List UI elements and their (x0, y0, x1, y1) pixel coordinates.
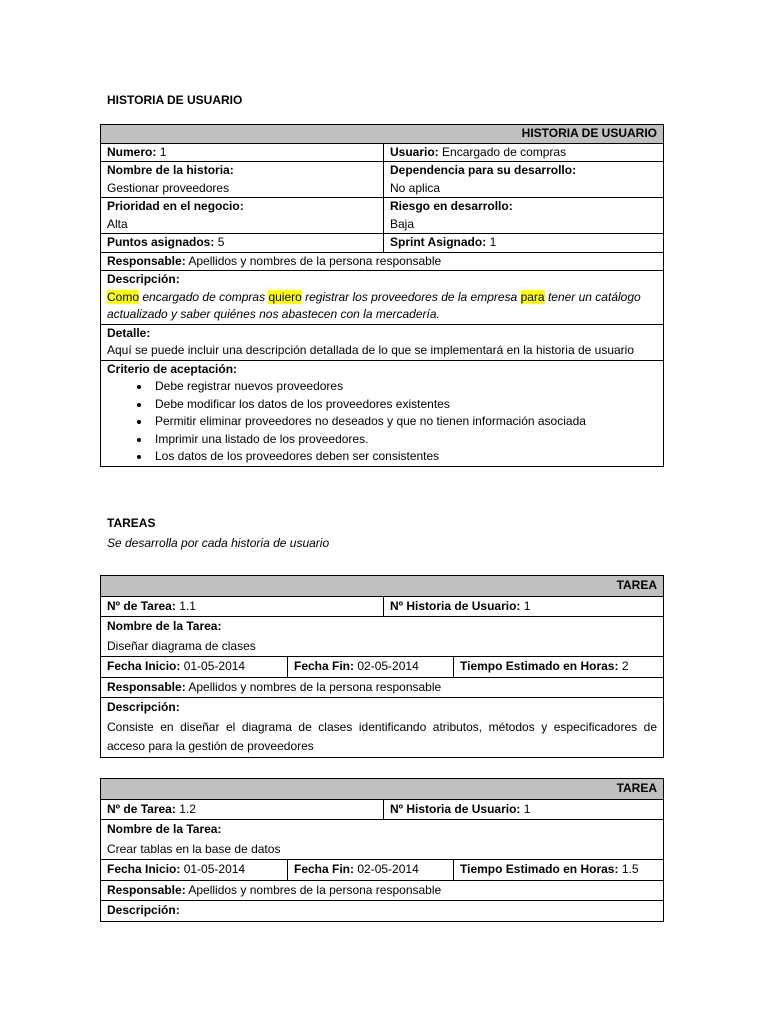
table-row (101, 677, 664, 698)
usuario-cell (384, 143, 664, 162)
task-header-row (101, 576, 664, 597)
numero-cell (101, 143, 384, 162)
table-row (101, 234, 664, 253)
dependencia-value: No aplica (390, 180, 441, 195)
table-row (101, 820, 664, 860)
task-fin-cell (288, 860, 454, 881)
task-responsable-value: Apellidos y nombres de la persona responsable (188, 679, 442, 694)
dependencia-cell (384, 162, 664, 198)
task-tiempo-cell (454, 657, 664, 678)
table-row (101, 198, 664, 234)
task-inicio-label: Fecha Inicio: (107, 862, 181, 876)
task-inicio-value: 01-05-2014 (183, 862, 246, 876)
task-fin-label: Fecha Fin: (294, 659, 355, 673)
task-num-label: Nº de Tarea: (107, 801, 176, 816)
responsable-value: Apellidos y nombres de la persona responsable (188, 253, 442, 268)
task-fin-cell (288, 657, 454, 678)
task-num-value: 1.2 (179, 801, 196, 816)
task-responsable-cell (101, 677, 664, 698)
riesgo-label: Riesgo en desarrollo: (390, 199, 513, 213)
nombre-label: Nombre de la historia: (107, 163, 234, 177)
task-descripcion-label: Descripción: (107, 700, 180, 714)
task-responsable-value: Apellidos y nombres de la persona responsable (188, 882, 442, 897)
task-nombre-value: Diseñar diagrama de clases (107, 638, 256, 653)
list-item: • Los datos de los proveedores deben ser consistentes (151, 448, 657, 466)
prioridad-value: Alta (107, 216, 128, 231)
table-row (101, 252, 664, 271)
task-header: TAREA (101, 576, 664, 597)
task-table-1 (100, 575, 664, 758)
task-num-cell (101, 596, 384, 617)
criterio-cell (101, 360, 664, 466)
table-row (101, 360, 664, 466)
list-item: • Debe registrar nuevos proveedores (151, 378, 657, 396)
puntos-cell (101, 234, 384, 253)
descripcion-part-2: registrar los proveedores de la empresa (301, 289, 521, 304)
task-inicio-label: Fecha Inicio: (107, 659, 181, 673)
puntos-value: 5 (217, 235, 225, 249)
descripcion-text (107, 290, 641, 322)
table-row (101, 901, 664, 922)
task-hist-value: 1 (523, 801, 531, 816)
task-tiempo-cell (454, 860, 664, 881)
task-hist-label: Nº Historia de Usuario: (390, 598, 521, 613)
detalle-cell (101, 324, 664, 360)
descripcion-label: Descripción: (107, 272, 180, 286)
page-title: HISTORIA DE USUARIO (107, 93, 243, 107)
detalle-value: Aquí se puede incluir una descripción detallada de lo que se implementará en la historia de usuario (107, 343, 634, 357)
task-descripcion-value: Consiste en diseñar el diagrama de clases identificando atributos, métodos y especificadores de acceso para la gestión de proveedores (107, 719, 658, 753)
sprint-cell (384, 234, 664, 253)
task-num-label: Nº de Tarea: (107, 598, 176, 613)
list-item: • Permitir eliminar proveedores no deseados y que no tienen información asociada (151, 413, 657, 431)
descripcion-part-1: encargado de compras (139, 289, 269, 304)
responsable-cell (101, 252, 664, 271)
table-row (101, 271, 664, 325)
sprint-label: Sprint Asignado: (390, 235, 487, 249)
task-fin-label: Fecha Fin: (294, 862, 355, 876)
task-hist-label: Nº Historia de Usuario: (390, 801, 521, 816)
task-descripcion-cell (101, 698, 664, 758)
table-row (101, 143, 664, 162)
task-responsable-label: Responsable: (107, 882, 186, 897)
task-header-row (101, 779, 664, 800)
task-tiempo-value: 1.5 (621, 862, 639, 876)
list-item: • Debe modificar los datos de los proveedores existentes (151, 396, 657, 414)
numero-value: 1 (159, 144, 167, 159)
task-num-value: 1.1 (179, 598, 196, 613)
sprint-value: 1 (489, 235, 497, 249)
task-nombre-value: Crear tablas en la base de datos (107, 841, 281, 856)
task-responsable-cell (101, 880, 664, 901)
nombre-cell (101, 162, 384, 198)
task-hist-cell (384, 799, 664, 820)
highlight-quiero: quiero (268, 289, 302, 304)
task-num-cell (101, 799, 384, 820)
highlight-como: Como (107, 289, 140, 304)
table-row (101, 324, 664, 360)
prioridad-label: Prioridad en el negocio: (107, 199, 244, 213)
tareas-subtitle: Se desarrolla por cada historia de usuario (107, 536, 330, 550)
list-item: • Imprimir una listado de los proveedores. (151, 431, 657, 449)
descripcion-cell (101, 271, 664, 325)
dependencia-label: Dependencia para su desarrollo: (390, 163, 577, 177)
table-row (101, 880, 664, 901)
table-row (101, 617, 664, 657)
table-row (101, 860, 664, 881)
task-nombre-label: Nombre de la Tarea: (107, 619, 222, 633)
task-nombre-cell (101, 820, 664, 860)
usuario-label: Usuario: (390, 144, 439, 159)
task-fin-value: 02-05-2014 (357, 862, 419, 876)
task-inicio-cell (101, 860, 288, 881)
task-hist-value: 1 (523, 598, 531, 613)
task-tiempo-value: 2 (621, 659, 629, 673)
table-row (101, 799, 664, 820)
detalle-label: Detalle: (107, 325, 151, 340)
table-row (101, 698, 664, 758)
task-descripcion-cell (101, 901, 664, 922)
task-nombre-label: Nombre de la Tarea: (107, 822, 222, 836)
task-table-2 (100, 778, 664, 922)
task-responsable-label: Responsable: (107, 679, 186, 694)
task-descripcion-label: Descripción: (107, 903, 180, 917)
highlight-para: para (520, 289, 545, 304)
numero-label: Numero: (107, 144, 157, 159)
task-fin-value: 02-05-2014 (357, 659, 419, 673)
nombre-value: Gestionar proveedores (107, 180, 230, 195)
story-header: HISTORIA DE USUARIO (101, 125, 664, 144)
prioridad-cell (101, 198, 384, 234)
task-hist-cell (384, 596, 664, 617)
task-tiempo-label: Tiempo Estimado en Horas: (460, 862, 619, 876)
table-row (101, 657, 664, 678)
table-row (101, 162, 664, 198)
user-story-table (100, 124, 664, 467)
responsable-label: Responsable: (107, 253, 186, 268)
riesgo-cell (384, 198, 664, 234)
task-tiempo-label: Tiempo Estimado en Horas: (460, 659, 619, 673)
puntos-label: Puntos asignados: (107, 235, 215, 249)
criterio-list (107, 378, 657, 466)
criterio-label: Criterio de aceptación: (107, 361, 238, 376)
task-inicio-value: 01-05-2014 (183, 659, 246, 673)
tareas-title: TAREAS (107, 516, 156, 530)
table-row (101, 596, 664, 617)
task-header: TAREA (101, 779, 664, 800)
descripcion-part-3: tener un catálogo actualizado y saber quiénes nos abastecen con la mercadería. (107, 289, 641, 321)
usuario-value: Encargado de compras (442, 144, 567, 159)
task-inicio-cell (101, 657, 288, 678)
task-nombre-cell (101, 617, 664, 657)
riesgo-value: Baja (390, 216, 415, 231)
story-header-row (101, 125, 664, 144)
